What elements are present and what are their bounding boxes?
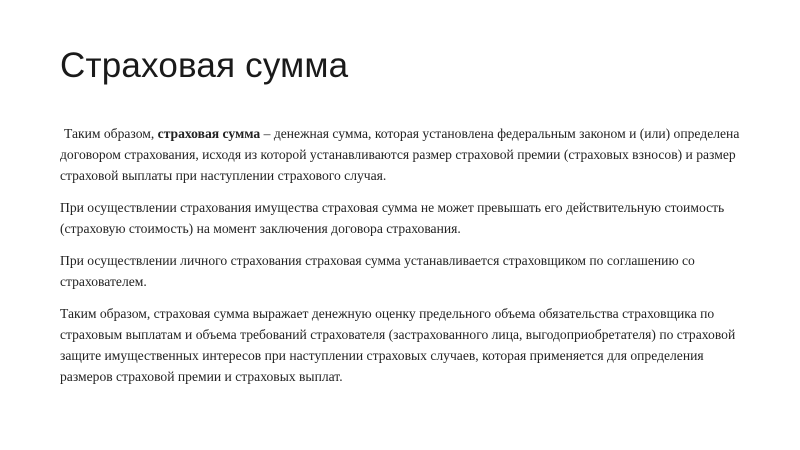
paragraph-property-insurance: При осуществлении страхования имущества страховая сумма не может превышать его действительную стоимость (страховую стоимость) на момент заключения договора страхования. — [60, 200, 725, 236]
paragraph-definition — [60, 123, 740, 186]
paragraph-rest-text: – денежная сумма, которая установлена федеральным законом и (или) определена договором страхования, исходя из которой устанавливаются размер страховой премии (страховых взносов) и размер страховой выплаты при наступлении страхового случая. — [60, 126, 740, 183]
paragraph-personal-insurance: При осуществлении личного страхования страховая сумма устанавливается страховщиком по соглашению со страхователем. — [60, 253, 695, 289]
paragraph-summary: Таким образом, страховая сумма выражает денежную оценку предельного объема обязательства страховщика по страховым выплатам и объема требований страхователя (застрахованного лица, выгодоприобретателя) по страховой защите имущественных интересов при наступлении страховых случаев, которая применяется для определения размеров страховой премии и страховых выплат. — [60, 306, 736, 384]
paragraph-lead-text: Таким образом, — [64, 126, 158, 141]
term-bold: страховая сумма — [157, 126, 261, 141]
slide-title: Страховая сумма — [60, 46, 349, 85]
slide-body — [60, 123, 740, 398]
